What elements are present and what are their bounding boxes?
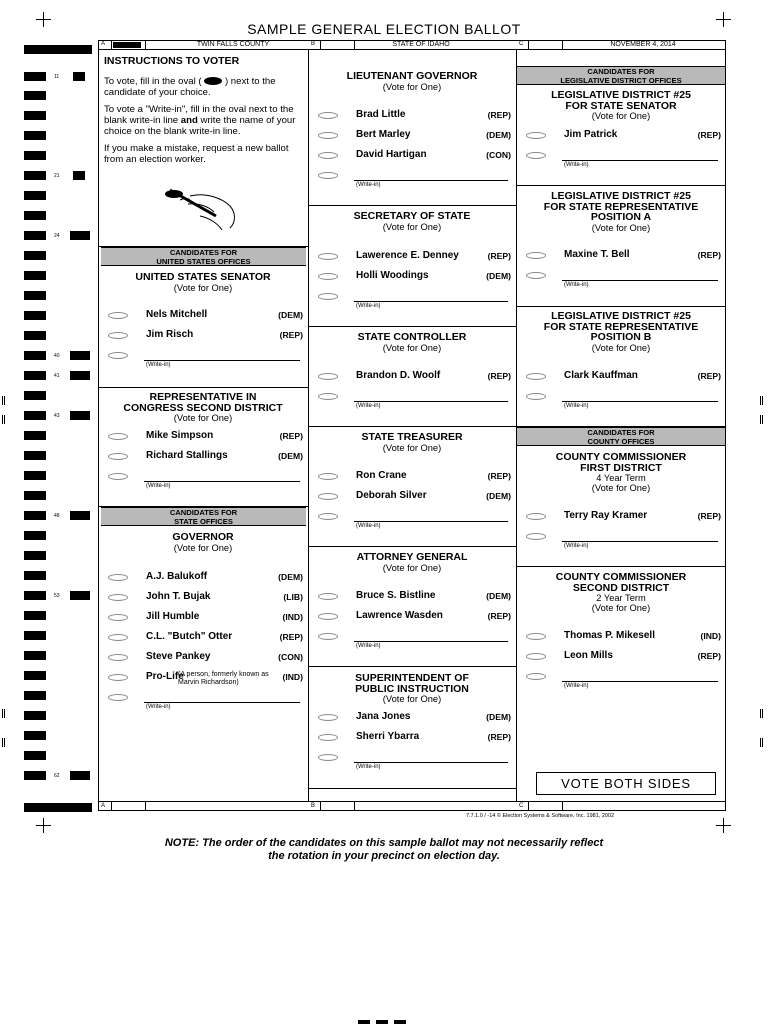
candidate-party: (REP) [279,632,303,642]
timing-mark [24,803,92,812]
candidate-oval[interactable] [526,373,546,380]
side-tick [760,709,763,718]
registration-mark [36,12,51,27]
divider [528,40,529,50]
vote-for-one: (Vote for One) [173,282,233,293]
timing-mark [24,711,46,720]
candidate-name: Brad Little [356,109,406,120]
contest-title: SECRETARY OF STATE [353,210,471,222]
vote-for-one: (Vote for One) [591,482,651,493]
timing-mark [24,691,46,700]
side-tick [2,396,5,405]
candidate-name: Jim Patrick [564,129,618,140]
write-in-line [562,160,718,161]
candidate-party: (REP) [279,330,303,340]
section-header: CANDIDATES FOR LEGISLATIVE DISTRICT OFFICES [517,66,725,85]
timing-mark [24,651,46,660]
write-in-oval[interactable] [318,754,338,761]
candidate-party: (REP) [697,511,721,521]
filled-oval-icon [204,77,222,85]
timing-number: 53 [54,593,60,599]
candidate-name: Pro-Life [146,671,184,682]
timing-mark [24,131,46,140]
timing-mark [24,291,46,300]
candidate-oval[interactable] [526,252,546,259]
contest-title: COUNTY COMMISSIONER FIRST DISTRICT [555,451,687,474]
voter-instructions [104,56,306,171]
candidate-party: (CON) [278,652,303,662]
vote-for-one: (Vote for One) [591,602,651,613]
contest-divider [516,566,726,567]
candidate-name: Richard Stallings [146,450,228,461]
registration-mark [36,818,51,833]
candidate-oval[interactable] [318,112,338,119]
timing-number: 48 [54,513,60,519]
vote-for-one: (Vote for One) [382,342,442,353]
divider [111,801,112,811]
candidate-party: (LIB) [283,592,303,602]
contest-title: SUPERINTENDENT OF PUBLIC INSTRUCTION [355,672,469,695]
sample-note: NOTE: The order of the candidates on this sample ballot may not necessarily reflect the rotation in your precinct on election day. [164,837,604,862]
timing-number: 11 [54,74,60,80]
candidate-oval[interactable] [108,634,128,641]
write-in-oval[interactable] [108,352,128,359]
contest-title: COUNTY COMMISSIONER SECOND DISTRICT [555,571,687,594]
candidate-name: Maxine T. Bell [564,249,630,260]
timing-mark [70,351,90,360]
timing-mark [24,111,46,120]
candidate-name: Thomas P. Mikesell [564,630,655,641]
candidate-oval[interactable] [108,453,128,460]
timing-mark [24,751,46,760]
divider [528,801,529,811]
write-in-line [562,401,718,402]
candidate-party: (DEM) [278,451,303,461]
timing-mark [24,431,46,440]
section-header: CANDIDATES FOR COUNTY OFFICES [517,427,725,446]
timing-number: 41 [54,373,60,379]
candidate-oval[interactable] [526,653,546,660]
candidate-name: Bruce S. Bistline [356,590,436,601]
candidate-oval[interactable] [108,614,128,621]
write-in-oval[interactable] [526,272,546,279]
contest-divider [308,788,516,789]
instructions-text: and [180,115,198,126]
vote-for-one: (Vote for One) [382,442,442,453]
candidate-party: (DEM) [486,712,511,722]
timing-mark [24,771,46,780]
write-in-label: (Write-in) [146,483,171,489]
write-in-line [354,180,508,181]
timing-mark [24,391,46,400]
timing-mark [70,231,90,240]
candidate-oval[interactable] [318,493,338,500]
write-in-label: (Write-in) [564,403,589,409]
timing-mark [376,1020,388,1024]
write-in-line [354,521,508,522]
write-in-label: (Write-in) [564,543,589,549]
contest-title: GOVERNOR [172,531,234,543]
candidate-party: (REP) [697,250,721,260]
corner-letter: C [519,41,524,47]
vote-for-one: (Vote for One) [591,222,651,233]
write-in-oval[interactable] [526,152,546,159]
candidate-name: Brandon D. Woolf [356,370,441,381]
candidate-party: (DEM) [486,130,511,140]
divider [562,801,563,811]
section-header: CANDIDATES FOR UNITED STATES OFFICES [101,247,306,266]
write-in-line [144,360,300,361]
contest-title: STATE TREASURER [361,431,463,443]
candidate-oval[interactable] [318,473,338,480]
candidate-party: (REP) [697,371,721,381]
divider [320,40,321,50]
timing-number: 21 [54,173,60,179]
vote-for-one: (Vote for One) [382,562,442,573]
timing-mark [24,491,46,500]
candidate-name: Jim Risch [146,329,194,340]
candidate-party: (REP) [487,251,511,261]
candidate-party: (IND) [282,672,303,682]
side-tick [760,396,763,405]
candidate-oval[interactable] [318,253,338,260]
timing-mark [24,731,46,740]
write-in-oval[interactable] [108,694,128,701]
contest-term: 4 Year Term [596,473,646,483]
candidate-name: Sherri Ybarra [356,731,420,742]
candidate-oval[interactable] [318,132,338,139]
candidate-oval[interactable] [108,574,128,581]
write-in-line [354,641,508,642]
timing-mark [24,72,46,81]
contest-divider [308,426,516,427]
write-in-oval[interactable] [318,393,338,400]
instructions-text: ) next to the candidate of your choice. [104,76,276,98]
candidate-party: (REP) [487,110,511,120]
timing-mark [73,171,85,180]
timing-mark [24,91,46,100]
candidate-party: (IND) [282,612,303,622]
contest-title: LEGISLATIVE DISTRICT #25 FOR STATE REPRESENTATIVE POSITION A [543,190,699,223]
contest-divider [516,185,726,186]
vote-for-one: (Vote for One) [173,542,233,553]
write-in-label: (Write-in) [356,303,381,309]
candidate-name: Leon Mills [564,650,613,661]
candidate-name: Bert Marley [356,129,411,140]
write-in-label: (Write-in) [356,182,381,188]
instructions-text: To vote a "Write-in", fill in the oval next to the blank write-in line [104,104,294,126]
vote-for-one: (Vote for One) [591,111,651,121]
section-header: CANDIDATES FOR STATE OFFICES [101,507,306,526]
candidate-name: Terry Ray Kramer [564,510,648,521]
write-in-oval[interactable] [318,513,338,520]
candidate-party: (DEM) [486,271,511,281]
timing-mark [24,551,46,560]
candidate-oval[interactable] [318,152,338,159]
timing-number: 62 [54,773,60,779]
corner-letter: B [311,803,316,809]
corner-letter: B [311,41,316,47]
divider [145,40,146,50]
candidate-party: (DEM) [486,491,511,501]
timing-mark [24,371,46,380]
candidate-oval[interactable] [108,674,128,681]
write-in-line [354,301,508,302]
write-in-line [562,280,718,281]
hand-marking-oval-icon [160,186,242,232]
timing-mark [24,271,46,280]
candidate-name: C.L. "Butch" Otter [146,631,233,642]
timing-mark [24,471,46,480]
timing-mark [70,371,90,380]
candidate-oval[interactable] [318,273,338,280]
write-in-oval[interactable] [318,172,338,179]
candidate-party: (CON) [486,150,511,160]
side-tick [2,738,5,747]
candidate-party: (IND) [700,631,721,641]
candidate-party: (REP) [487,732,511,742]
candidate-name: Nels Mitchell [146,309,208,320]
timing-mark [24,411,46,420]
side-tick [2,415,5,424]
candidate-name: Mike Simpson [146,430,214,441]
timing-mark [24,631,46,640]
write-in-line [354,762,508,763]
timing-number: 40 [54,353,60,359]
candidate-oval[interactable] [318,593,338,600]
write-in-line [562,541,718,542]
contest-term: 2 Year Term [596,593,646,603]
candidate-oval[interactable] [318,714,338,721]
candidate-party: (DEM) [486,591,511,601]
contest-divider [308,205,516,206]
contest-title: LEGISLATIVE DISTRICT #25 FOR STATE SENATOR [551,89,691,112]
write-in-label: (Write-in) [356,523,381,529]
footer-rule [98,801,726,802]
contest-divider [308,666,516,667]
write-in-label: (Write-in) [564,683,589,689]
candidate-name: David Hartigan [356,149,427,160]
write-in-label: (Write-in) [146,362,171,368]
contest-title: LEGISLATIVE DISTRICT #25 FOR STATE REPRESENTATIVE POSITION B [543,310,699,343]
contest-divider [516,306,726,307]
candidate-name: Deborah Silver [356,490,427,501]
vote-for-one: (Vote for One) [173,413,233,423]
candidate-oval[interactable] [526,513,546,520]
header-county: TWIN FALLS COUNTY [196,41,270,48]
candidate-party: (DEM) [278,572,303,582]
timing-number: 43 [54,413,60,419]
candidate-oval[interactable] [526,132,546,139]
timing-mark [24,171,46,180]
candidate-name: Jana Jones [356,711,411,722]
instructions-text: If you make a mistake, request a new ballot from an election worker. [104,143,289,165]
copyright: 7.7.1.0 / -14 © Election Systems & Software, Inc. 1981, 2002 [466,813,615,819]
instructions-text: write the name of your choice on the blank write-in line. [104,115,296,137]
timing-mark [24,331,46,340]
contest-divider [308,326,516,327]
side-tick [760,738,763,747]
divider [354,40,355,50]
timing-mark [24,571,46,580]
candidate-oval[interactable] [108,312,128,319]
divider [145,801,146,811]
contest-title: ATTORNEY GENERAL [356,551,468,563]
corner-letter: A [101,803,106,809]
write-in-label: (Write-in) [146,704,171,710]
candidate-party: (REP) [697,651,721,661]
timing-mark [70,771,90,780]
candidate-oval[interactable] [108,654,128,661]
timing-mark [24,311,46,320]
candidate-name: Clark Kauffman [564,370,638,381]
timing-mark [70,591,90,600]
side-tick [2,709,5,718]
timing-mark [24,231,46,240]
contest-divider [308,546,516,547]
vote-for-one: (Vote for One) [591,342,651,353]
candidate-party: (DEM) [278,310,303,320]
contest-divider [98,387,308,388]
divider [562,40,563,50]
corner-letter: A [101,41,106,47]
contest-title: STATE CONTROLLER [357,331,467,343]
candidate-oval[interactable] [108,594,128,601]
write-in-label: (Write-in) [356,643,381,649]
timing-mark [394,1020,406,1024]
divider [111,40,112,50]
header-mark [113,42,141,48]
timing-mark [24,671,46,680]
ballot-header-row [98,40,726,50]
timing-number: 24 [54,233,60,239]
write-in-oval[interactable] [108,473,128,480]
timing-mark [70,511,90,520]
candidate-name: Lawerence E. Denney [356,250,459,261]
registration-mark [716,12,731,27]
vote-for-one: (Vote for One) [382,694,442,704]
write-in-line [144,481,300,482]
timing-mark [24,151,46,160]
write-in-oval[interactable] [526,533,546,540]
candidate-name: Holli Woodings [356,270,429,281]
vote-for-one: (Vote for One) [382,221,442,232]
contest-title: LIEUTENANT GOVERNOR [346,70,478,82]
candidate-party: (REP) [279,431,303,441]
divider [320,801,321,811]
write-in-line [144,702,300,703]
prolife-note: (A person, formerly known as Marvin Richardson) [178,671,269,686]
write-in-label: (Write-in) [356,764,381,770]
timing-mark [24,191,46,200]
vote-for-one: (Vote for One) [382,81,442,92]
timing-mark [24,351,46,360]
write-in-line [354,401,508,402]
header-date: NOVEMBER 4, 2014 [610,41,676,48]
contest-title: REPRESENTATIVE IN CONGRESS SECOND DISTRICT [123,391,283,414]
side-tick [760,415,763,424]
timing-mark [73,72,85,81]
candidate-name: Ron Crane [356,470,407,481]
write-in-oval[interactable] [318,293,338,300]
write-in-label: (Write-in) [564,282,589,288]
divider [354,801,355,811]
candidate-oval[interactable] [318,373,338,380]
candidate-name: Jill Humble [146,611,200,622]
candidate-oval[interactable] [108,433,128,440]
write-in-oval[interactable] [526,673,546,680]
contest-title: UNITED STATES SENATOR [135,271,271,283]
header-state: STATE OF IDAHO [392,41,450,48]
corner-letter: C [519,803,524,809]
registration-mark [716,818,731,833]
write-in-label: (Write-in) [564,162,589,168]
candidate-name: Lawrence Wasden [356,610,443,621]
timing-mark [358,1020,370,1024]
write-in-oval[interactable] [318,633,338,640]
write-in-label: (Write-in) [356,403,381,409]
instructions-heading: INSTRUCTIONS TO VOTER [104,55,240,67]
candidate-oval[interactable] [108,332,128,339]
timing-mark [24,511,46,520]
candidate-name: A.J. Balukoff [146,571,208,582]
candidate-party: (REP) [487,611,511,621]
ballot-title: SAMPLE GENERAL ELECTION BALLOT [247,21,521,37]
timing-mark [24,591,46,600]
candidate-oval[interactable] [318,734,338,741]
candidate-name: Steve Pankey [146,651,211,662]
vote-both-sides-notice: VOTE BOTH SIDES [536,772,716,795]
timing-mark [24,611,46,620]
timing-mark [24,531,46,540]
write-in-oval[interactable] [526,393,546,400]
timing-mark [24,45,92,54]
candidate-party: (REP) [487,471,511,481]
candidate-oval[interactable] [318,613,338,620]
candidate-party: (REP) [487,371,511,381]
timing-mark [24,211,46,220]
candidate-party: (REP) [697,130,721,140]
timing-mark [70,411,90,420]
timing-mark [24,251,46,260]
candidate-oval[interactable] [526,633,546,640]
write-in-line [562,681,718,682]
instructions-text: To vote, fill in the oval ( [104,76,202,87]
timing-mark [24,451,46,460]
candidate-name: John T. Bujak [146,591,211,602]
